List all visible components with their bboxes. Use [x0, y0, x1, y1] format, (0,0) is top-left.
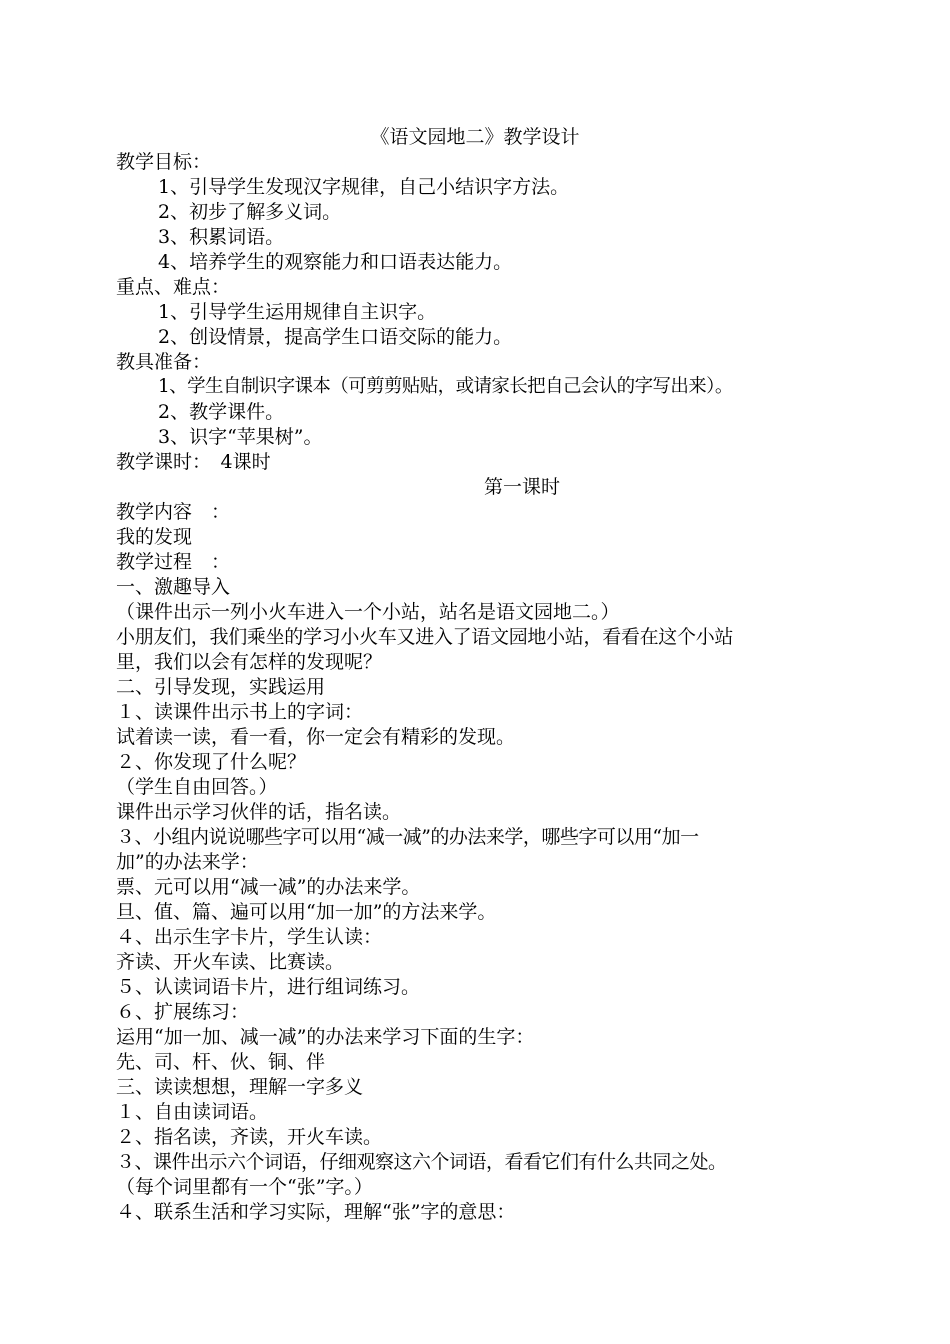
lesson-title: 第一课时	[484, 476, 561, 498]
objective-item: 1、引导学生发现汉字规律，自己小结识字方法。	[158, 176, 570, 198]
body-line: 里，我们以会有怎样的发现呢？	[116, 651, 383, 673]
body-line: 先、司、杆、伙、铜、伴	[116, 1051, 326, 1073]
objectives-heading: 教学目标：	[116, 151, 212, 173]
material-item: 2、教学课件。	[158, 401, 285, 423]
body-line: 齐读、开火车读、比赛读。	[116, 951, 345, 973]
body-line: ３、课件出示六个词语，仔细观察这六个词语，看看它们有什么共同之处。	[116, 1151, 727, 1173]
body-line: （学生自由回答。）	[116, 776, 278, 798]
body-line: 票、元可以用“减一减”的办法来学。	[116, 876, 421, 898]
key-point-item: 1、引导学生运用规律自主识字。	[158, 301, 437, 323]
class-hours: 教学课时： 4课时	[116, 451, 271, 473]
body-line: ６、扩展练习：	[116, 1001, 250, 1023]
section-heading: 一、激趣导入	[116, 576, 231, 598]
body-line: 小朋友们，我们乘坐的学习小火车又进入了语文园地小站，看看在这个小站	[116, 626, 734, 648]
body-line: （课件出示一列小火车进入一个小站，站名是语文园地二。）	[116, 601, 620, 623]
body-line: ２、指名读，齐读，开火车读。	[116, 1126, 383, 1148]
section-heading: 三、读读想想，理解一字多义	[116, 1076, 364, 1098]
materials-heading: 教具准备：	[116, 351, 212, 373]
content-label: 教学内容 ：	[116, 501, 231, 523]
process-label: 教学过程 ：	[116, 551, 231, 573]
section-heading: 二、引导发现，实践运用	[116, 676, 326, 698]
content-value: 我的发现	[116, 526, 193, 548]
body-line: ２、你发现了什么呢？	[116, 751, 307, 773]
body-line: １、自由读词语。	[116, 1101, 269, 1123]
key-point-item: 2、创设情景，提高学生口语交际的能力。	[158, 326, 513, 348]
body-line: 课件出示学习伙伴的话，指名读。	[116, 801, 402, 823]
body-line: 旦、值、篇、遍可以用“加一加”的方法来学。	[116, 901, 497, 923]
objective-item: 3、积累词语。	[158, 226, 285, 248]
body-line: 加”的办法来学：	[116, 851, 259, 873]
material-item: 3、识字“苹果树”。	[158, 426, 323, 448]
objective-item: 4、培养学生的观察能力和口语表达能力。	[158, 251, 513, 273]
body-line: 试着读一读，看一看，你一定会有精彩的发现。	[116, 726, 516, 748]
document-title: 《语文园地二》教学设计	[370, 126, 580, 148]
body-line: （每个词里都有一个“张”字。）	[116, 1176, 373, 1198]
key-points-heading: 重点、难点：	[116, 276, 231, 298]
objective-item: 2、初步了解多义词。	[158, 201, 342, 223]
material-item: 1、学生自制识字课本（可剪剪贴贴，或请家长把自己会认的字写出来）。	[158, 376, 733, 397]
body-line: ４、联系生活和学习实际，理解“张”字的意思：	[116, 1201, 516, 1223]
body-line: ３、小组内说说哪些字可以用“减一减”的办法来学，哪些字可以用“加一	[116, 826, 699, 848]
body-line: ４、出示生字卡片，学生认读：	[116, 926, 383, 948]
body-line: １、读课件出示书上的字词：	[116, 701, 364, 723]
body-line: 运用“加一加、减一减”的办法来学习下面的生字：	[116, 1026, 535, 1048]
body-line: ５、认读词语卡片，进行组词练习。	[116, 976, 421, 998]
